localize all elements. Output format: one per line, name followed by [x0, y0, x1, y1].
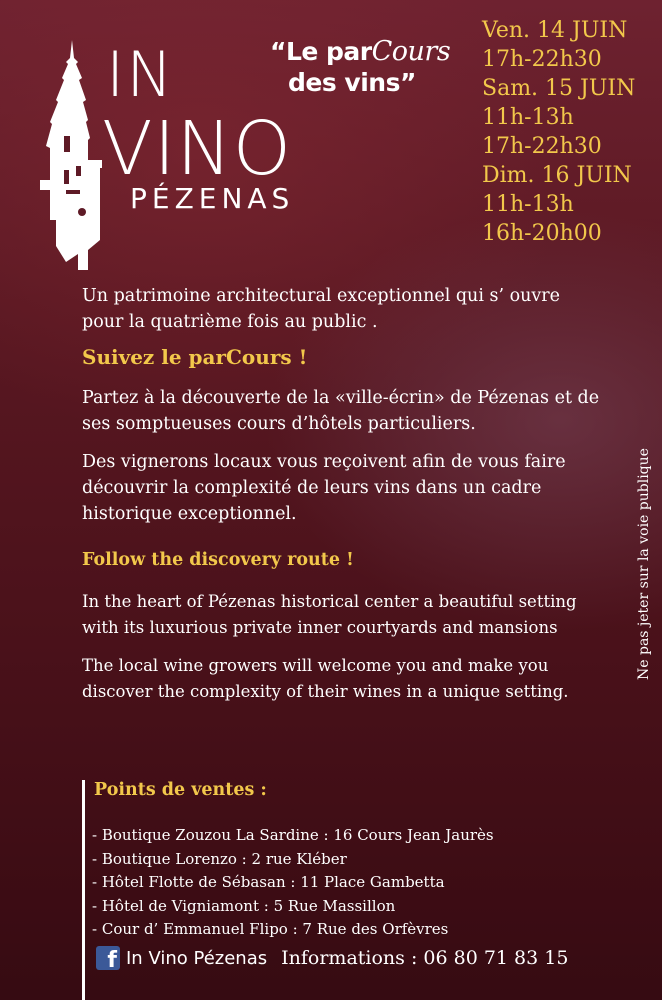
paragraph-heart: In the heart of Pézenas historical center a beautiful setting with its luxurious private inner courtyards and mansions	[82, 592, 577, 637]
list-item: - Cour d’ Emmanuel Flipo : 7 Rue des Orfèvres	[92, 920, 449, 938]
schedule-day: Ven. 14 JUIN	[482, 18, 628, 43]
schedule-time: 11h-13h	[482, 192, 574, 217]
sales-list	[92, 824, 494, 942]
intro-paragraph: Un patrimoine architectural exceptionnel qui s’ ouvre pour la quatrième fois au public .	[82, 286, 561, 332]
logo-in: IN	[106, 38, 175, 111]
heading-english: Follow the discovery route !	[82, 550, 354, 570]
contact-info: Informations : 06 80 71 83 15	[281, 947, 569, 969]
divider	[82, 780, 85, 1000]
facebook-icon[interactable]	[96, 946, 120, 970]
tagline-line2	[288, 68, 416, 97]
heading-french: Suivez le parCours !	[82, 345, 308, 369]
tagline-script: Cours	[371, 36, 451, 67]
schedule-time: 17h-22h30	[482, 134, 602, 159]
footer	[96, 946, 568, 970]
logo-vino: VINO	[102, 106, 293, 192]
side-note: Ne pas jeter sur la voie publique	[636, 448, 652, 680]
schedule	[482, 16, 635, 248]
list-item: - Hôtel de Vigniamont : 5 Rue Massillon	[92, 896, 396, 915]
sales-points	[82, 780, 602, 1000]
paragraph-wine-growers: The local wine growers will welcome you and make you discover the complexity of their wines in a unique setting.	[82, 656, 569, 701]
schedule-time: 17h-22h30	[482, 47, 602, 72]
list-item: - Hôtel Flotte de Sébasan : 11 Place Gambetta	[92, 873, 445, 891]
paragraph-ville-ecrin: Partez à la découverte de la «ville-écrin» de Pézenas et de ses somptueuses cours d’hôtels particuliers.	[82, 388, 600, 434]
facebook-page-name[interactable]: In Vino Pézenas	[126, 947, 268, 969]
tagline-part3: des vins	[288, 68, 400, 97]
schedule-time: 11h-13h	[482, 105, 574, 130]
church-tower-icon	[26, 40, 106, 270]
schedule-time: 16h-20h00	[482, 221, 602, 246]
schedule-day: Dim. 16 JUIN	[482, 163, 632, 188]
logo-pezenas: PÉZENAS	[130, 182, 295, 215]
schedule-day: Sam. 15 JUIN	[482, 76, 636, 101]
sales-title: Points de ventes :	[94, 780, 267, 800]
tagline	[262, 30, 472, 110]
main-content	[82, 283, 602, 705]
tagline-part1: Le par	[285, 37, 372, 66]
open-quote: “	[270, 37, 286, 66]
paragraph-vignerons: Des vignerons locaux vous reçoivent afin de vous faire découvrir la complexité de leurs vins dans un cadre historique exceptionnel.	[82, 452, 566, 524]
tagline-line1	[270, 36, 450, 67]
list-item: - Boutique Lorenzo : 2 rue Kléber	[92, 849, 347, 868]
close-quote: ”	[399, 68, 416, 97]
facebook-letter: f	[107, 948, 117, 970]
list-item: - Boutique Zouzou La Sardine : 16 Cours Jean Jaurès	[92, 826, 494, 844]
